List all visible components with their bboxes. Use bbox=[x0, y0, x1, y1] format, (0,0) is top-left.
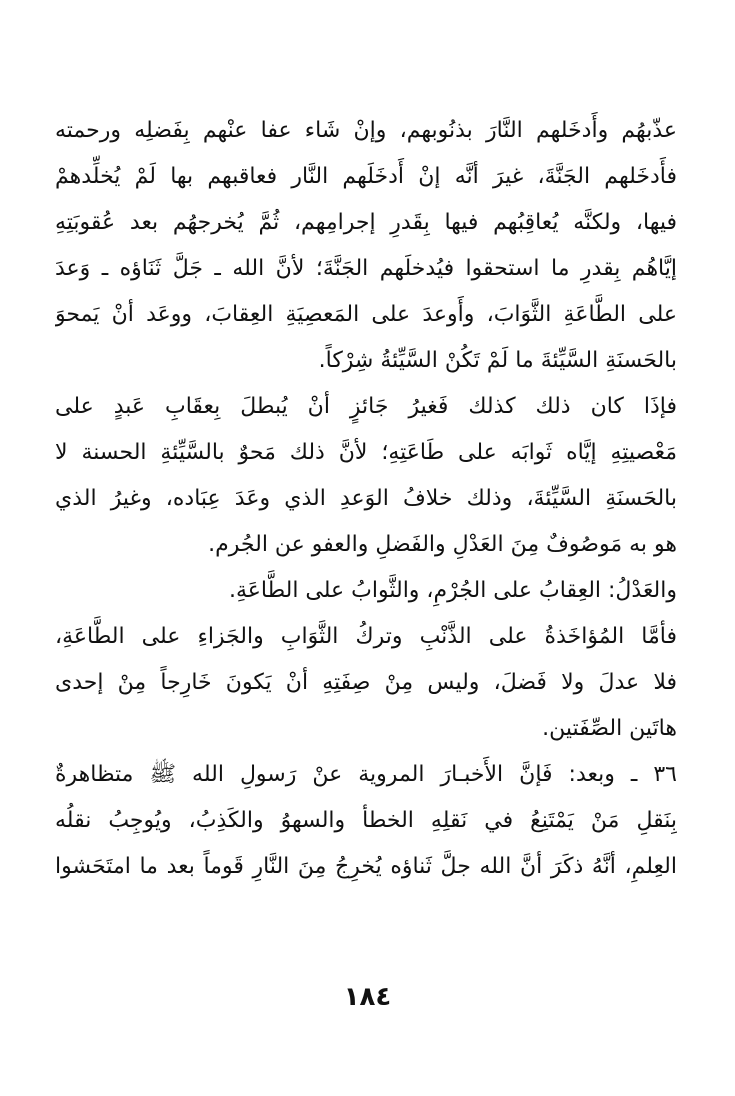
text-line: بالحَسنَةِ السَّيِّئةَ، وذلك خلافُ الوَعدِ الذي وعَدَ عِبَاده، وغيرُ الذي bbox=[55, 486, 677, 511]
page-number: ١٨٤ bbox=[343, 982, 392, 1012]
text-line: فإذَا كان ذلك كذلك فَغيرُ جَائزٍ أنْ يُبطلَ بِعقَابِ عَبدٍ على bbox=[55, 394, 677, 419]
text-line: هاتَين الصِّفَتين. bbox=[542, 716, 677, 741]
text-line: على الطَّاعَةِ الثَّوَابَ، وأَوعدَ على المَعصِيَةِ العِقابَ، ووعَد أنْ يَمحوَ bbox=[55, 302, 677, 327]
text-line: مَعْصيتِهِ إيَّاه ثَوابَه على طَاعَتِهِ؛ لأنَّ ذلك مَحوٌ بالسَّيِّئةِ الحسنة لا bbox=[55, 440, 677, 465]
body-text bbox=[55, 108, 677, 890]
text-line: هو به مَوصُوفٌ مِنَ العَدْلِ والفَضلِ والعفو عن الجُرم. bbox=[208, 532, 677, 557]
text-line: عذّبهُم وأَدخَلهم النَّارَ بذنُوبهم، وإنْ شَاء عفا عنْهم بِفَضلِه ورحمته bbox=[55, 118, 677, 143]
text-line: بالحَسنَةِ السَّيِّئةَ ما لَمْ تَكُنْ السَّيِّئةُ شِرْكاً. bbox=[318, 348, 677, 373]
text-line: فأَدخَلهم الجَنَّةَ، غيرَ أنَّه إنْ أَدخَلَهم النَّار فعاقبهم بها لَمْ يُخلِّدهمْ bbox=[55, 164, 677, 189]
text-line: فلا عدلَ ولا فَضلَ، وليس مِنْ صِفَتِهِ أنْ يَكونَ خَارِجاً مِنْ إحدى bbox=[55, 670, 677, 695]
text-line: بِنَقلِ مَنْ يَمْتَنِعُ في نَقلِهِ الخطأ والسهوُ والكَذِبُ، ويُوجِبُ نقلُه bbox=[55, 808, 677, 833]
text-line: فأمَّا المُؤاخَذةُ على الذَّنْبِ وتركُ الثَّوَابِ والجَزاءِ على الطَّاعَةِ، bbox=[55, 624, 677, 649]
text-line: ٣٦ ـ وبعد: فَإنَّ الأَخبـارَ المروية عنْ رَسولِ الله ﷺ متظاهرةٌ bbox=[55, 762, 677, 787]
text-line: العِلمِ، أنَّهُ ذكَرَ أنَّ الله جلَّ ثَناؤه يُخرِجُ مِنَ النَّارِ قَوماً بعد ما امتَحَشوا bbox=[55, 854, 677, 879]
text-line: والعَدْلُ: العِقابُ على الجُرْمِ، والثَّوابُ على الطَّاعَةِ. bbox=[228, 578, 677, 603]
text-line: إيَّاهُم بِقدرِ ما استحقوا فيُدخلَهم الجَنَّةَ؛ لأنَّ الله ـ جَلَّ ثَنَاؤه ـ وَعدَ bbox=[55, 256, 677, 281]
text-line: فيها، ولكنَّه يُعاقِبُهم فيها بِقَدرِ إجرامِهم، ثُمَّ يُخرجهُم بعد عُقوبَتِهِ bbox=[55, 210, 677, 235]
